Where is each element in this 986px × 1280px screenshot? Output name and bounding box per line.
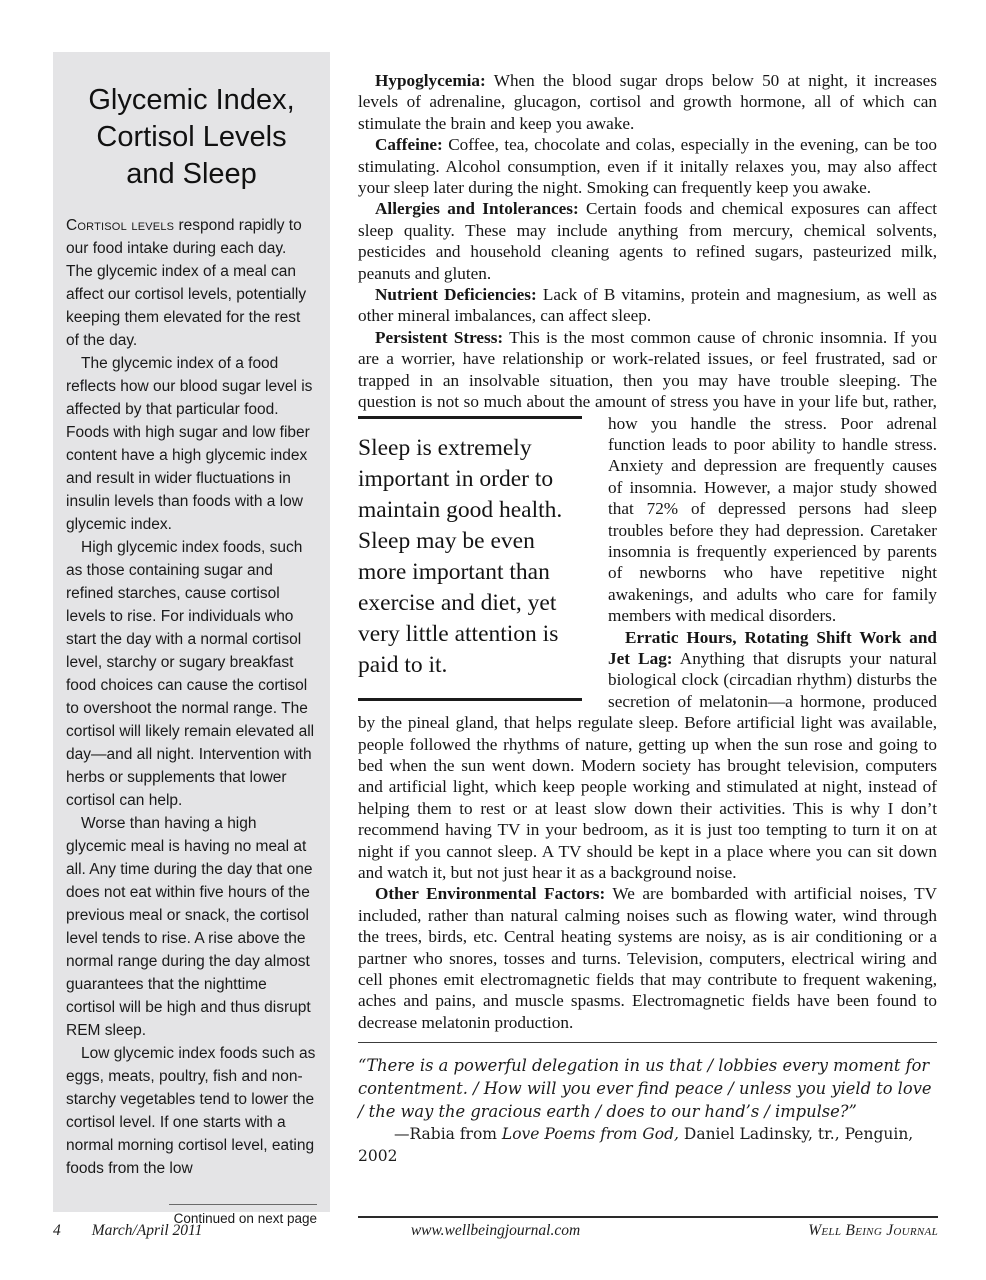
- poem-book-title: Love Poems from God,: [501, 1125, 679, 1144]
- paragraph-text: Coffee, tea, chocolate and colas, especially in the evening, can be too stimulating. Alcohol consumption, even if it initally relaxes you, may also affect your sleep later during the night. Smoking can frequently keep you awake.: [358, 135, 937, 198]
- paragraph-lead: Erratic Hours, Rotating Shift Work and Jet Lag:: [608, 627, 937, 668]
- paragraph-caffeine: [358, 134, 937, 198]
- paragraph-hypoglycemia: [358, 70, 937, 134]
- paragraph-text: Lack of B vitamins, protein and magnesium, as well as other mineral imbalances, can affect sleep.: [358, 285, 937, 326]
- paragraph-text: Certain foods and chemical exposures can affect sleep quality. These may include anything from mercury, chemical solvents, pesticides and household cleaning agents to refined sugars, pasteurized milk, peanuts and gluten.: [358, 199, 937, 283]
- footer-left: [53, 1222, 411, 1240]
- sidebar-title-line: Cortisol Levels: [96, 121, 287, 153]
- sidebar-title-line: and Sleep: [126, 158, 257, 190]
- poem-attribution-suffix: Daniel Ladinsky, tr., Penguin, 2002: [358, 1125, 914, 1166]
- issue-date: March/April 2011: [91, 1222, 203, 1239]
- paragraph-text: This is the most common cause of chronic insomnia. If you are a worrier, have relationship or work-related issues, or feel frustrated, sad or trapped in an insolvable situation, then you may have trouble sleeping. The question is not so much about the amount of stress you have in your: [358, 327, 937, 412]
- poem-attribution: [358, 1123, 937, 1167]
- paragraph-lead: Other Environmental Factors:: [375, 884, 606, 904]
- footer-rule: [358, 1216, 938, 1218]
- poem-block: [358, 1054, 937, 1167]
- sidebar-paragraph: High glycemic index foods, such as those containing sugar and refined starches, cause cortisol levels to rise. For individuals who start the day with a normal cortisol level, starchy or sugary breakfast food choices can cause the cortisol to overshoot the normal range. The cortisol will likely remain elevated all day—and all night. Intervention with herbs or supplements that lower cortisol can help.: [66, 539, 315, 809]
- paragraph-lead: Persistent Stress:: [375, 327, 504, 347]
- paragraph-text: When the blood sugar drops below 50 at night, it increases levels of adrenaline, glucagon, cortisol and growth hormone, all of which can stimulate the brain and keep you awake.: [358, 71, 937, 133]
- pull-quote-text: Sleep is extremely important in order to maintain good health. Sleep may be even more important than exercise and diet, yet very little attention is paid to it.: [358, 434, 563, 678]
- sidebar-paragraph: [66, 214, 317, 352]
- continued-rule: [169, 1204, 317, 1205]
- sidebar-title-line: Glycemic Index,: [88, 84, 295, 116]
- article-body: [358, 52, 937, 1212]
- paragraph-text: Anything that disrupts your natural biological clock (circadian rhythm) disturbs the secretion of melatonin—a hormone, produced by the pineal gland, that helps regulate sleep. Before artificial light was available, people followed the rhythms of nature, getting up when the sun rose and going to bed when the sun went down. Modern society has brought television, computers and artificial light, which keep people working and stimulated at night, instead of helping them to rest or at least slow down their activities. This is why I don’t recommend having TV in your bedroom, as it is just too tempting to turn it on at night if you cannot sleep. A TV should be kept in a place where you can sit down and watch it, but not just hear it as a background noise.: [358, 648, 937, 883]
- smallcaps-lead: Cortisol levels: [66, 217, 175, 234]
- sidebar-paragraph: The glycemic index of a food reflects how our blood sugar level is affected by that particular food. Foods with high sugar and low fiber content have a high glycemic index and result in wider fluctuations in insulin levels than foods with a low glycemic index.: [66, 355, 313, 533]
- sidebar-title: [66, 82, 317, 193]
- continued-text: Continued on next page: [173, 1211, 317, 1226]
- page-footer: [53, 1216, 938, 1240]
- poem-attribution-prefix: —Rabia from: [394, 1125, 502, 1144]
- sidebar-paragraph-text: respond rapidly to our food intake during each day. The glycemic index of a meal can affect our cortisol levels, potentially keeping them elevated for the rest of the day.: [66, 217, 307, 349]
- poem-quote: “There is a powerful delegation in us that / lobbies every moment for contentment. / How will you ever find peace / unless you yield to love / the way the gracious earth / does to our hand’s / impulse?”: [358, 1056, 932, 1122]
- footer-row: [53, 1222, 938, 1240]
- paragraph-allergies: [358, 198, 937, 284]
- paragraph-text: life but, rather, how you handle the stress. Poor adrenal function leads to poor ability to handle stress. Anxiety and depression are frequently causes of insomnia. However, a major study showed that 72% of depressed persons had sleep troubles before they had depression. Caretaker insomnia is frequently experienced by parents of newborns who have repetitive night awakenings, and adults who care for family members with medical disorders.: [608, 392, 937, 626]
- paragraph-nutrient-deficiencies: [358, 284, 937, 327]
- website-url: www.wellbeingjournal.com: [410, 1222, 581, 1239]
- section-divider: [358, 1042, 937, 1043]
- page-number: 4: [53, 1222, 61, 1239]
- sidebar-article: [53, 52, 330, 1226]
- paragraph-lead: Caffeine:: [375, 135, 443, 155]
- paragraph-lead: Hypoglycemia:: [375, 71, 486, 90]
- paragraph-text: We are bombarded with artificial noises, TV included, rather than natural calming noises such as flowing water, wind through the trees, birds, etc. Central heating systems are noisy, as is air conditioning or a partner who snores, tosses and turns. Television, computers, electrical wiring and cell phones emit electromagnetic fields that may contribute to frequent wakening, aches and pains, and muscle spasms. Electromagnetic fields have been found to decrease melatonin production.: [358, 884, 937, 1032]
- paragraph-lead: Nutrient Deficiencies:: [375, 285, 537, 305]
- pull-quote: [358, 416, 582, 701]
- sidebar-paragraph: Low glycemic index foods such as eggs, meats, poultry, fish and non-starchy vegetables tend to lower the cortisol level. If one starts with a normal morning cortisol level, eating foods from the low: [66, 1045, 316, 1177]
- sidebar-paragraph: Worse than having a high glycemic meal is having no meal at all. Any time during the day that one does not eat within five hours of the previous meal or snack, the cortisol level tends to rise. A rise above the normal range during the day almost guarantees that the nighttime cortisol will be high and thus disrupt REM sleep.: [66, 815, 313, 1039]
- journal-name: Well Being Journal: [808, 1222, 938, 1239]
- paragraph-lead: Allergies and Intolerances:: [375, 199, 579, 219]
- paragraph-environmental-factors: [358, 883, 937, 1033]
